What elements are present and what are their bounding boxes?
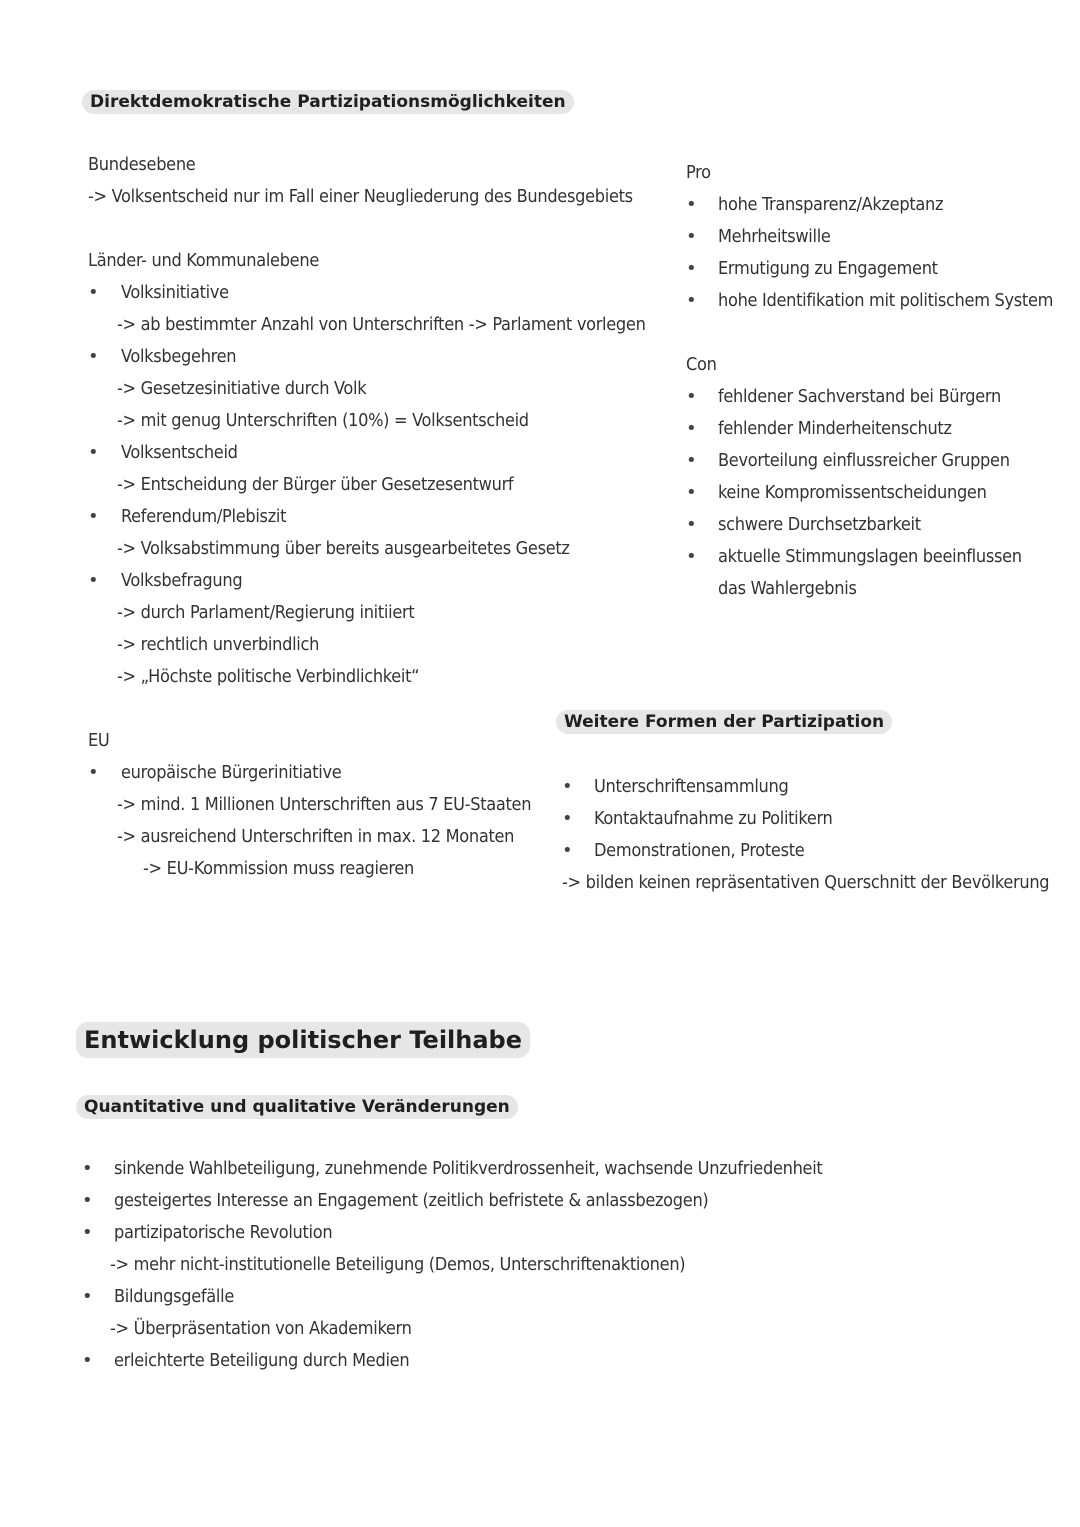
bullet-icon: • (686, 226, 697, 247)
section-heading-entwicklung: Entwicklung politischer Teilhabe (76, 1022, 530, 1058)
bullet-icon: • (562, 808, 573, 829)
bullet-icon: • (88, 570, 99, 591)
con-item: schwere Durchsetzbarkeit (718, 514, 921, 535)
bullet-icon: • (88, 442, 99, 463)
bullet-icon: • (562, 776, 573, 797)
entwicklung-item-sub: -> mehr nicht-institutionelle Beteiligung (Demos, Unterschriftenaktionen) (110, 1254, 686, 1275)
entwicklung-item: erleichterte Beteiligung durch Medien (114, 1350, 410, 1371)
bund-line: -> Volksentscheid nur im Fall einer Neugliederung des Bundesgebiets (88, 186, 633, 207)
laender-item-label: Volksinitiative (121, 282, 229, 303)
weitere-item: Unterschriftensammlung (594, 776, 789, 797)
laender-item-sub: -> mit genug Unterschriften (10%) = Volksentscheid (117, 410, 529, 431)
bullet-icon: • (82, 1190, 93, 1211)
entwicklung-item: sinkende Wahlbeteiligung, zunehmende Politikverdrossenheit, wachsende Unzufriedenheit (114, 1158, 823, 1179)
pro-item: hohe Identifikation mit politischem System (718, 290, 1054, 311)
section-heading-weitere: Weitere Formen der Partizipation (556, 710, 892, 734)
con-item: aktuelle Stimmungslagen beeinflussen (718, 546, 1022, 567)
bullet-icon: • (686, 418, 697, 439)
pro-item: hohe Transparenz/Akzeptanz (718, 194, 944, 215)
laender-item-sub: -> „Höchste politische Verbindlichkeit“ (117, 666, 420, 687)
bund-title: Bundesebene (88, 154, 196, 175)
eu-item-label: europäische Bürgerinitiative (121, 762, 342, 783)
laender-item-label: Volksbegehren (121, 346, 237, 367)
bullet-icon: • (88, 346, 99, 367)
bullet-icon: • (88, 282, 99, 303)
eu-item-sub: -> mind. 1 Millionen Unterschriften aus 7 EU-Staaten (117, 794, 532, 815)
eu-title: EU (88, 730, 110, 751)
bullet-icon: • (686, 546, 697, 567)
entwicklung-item: gesteigertes Interesse an Engagement (zeitlich befristete & anlassbezogen) (114, 1190, 709, 1211)
laender-title: Länder- und Kommunalebene (88, 250, 319, 271)
bullet-icon: • (88, 762, 99, 783)
con-item: fehldener Sachverstand bei Bürgern (718, 386, 1001, 407)
bullet-icon: • (686, 386, 697, 407)
entwicklung-item: partizipatorische Revolution (114, 1222, 333, 1243)
con-item: Bevorteilung einflussreicher Gruppen (718, 450, 1010, 471)
laender-item-label: Referendum/Plebiszit (121, 506, 287, 527)
laender-item-sub: -> Entscheidung der Bürger über Gesetzesentwurf (117, 474, 514, 495)
laender-item-sub: -> rechtlich unverbindlich (117, 634, 320, 655)
bullet-icon: • (686, 290, 697, 311)
con-item: fehlender Minderheitenschutz (718, 418, 952, 439)
entwicklung-item-sub: -> Überpräsentation von Akademikern (110, 1318, 412, 1339)
bullet-icon: • (88, 506, 99, 527)
eu-item-sub: -> EU-Kommission muss reagieren (143, 858, 415, 879)
con-item: keine Kompromissentscheidungen (718, 482, 987, 503)
weitere-conclusion: -> bilden keinen repräsentativen Querschnitt der Bevölkerung (562, 872, 1050, 893)
bullet-icon: • (82, 1350, 93, 1371)
bullet-icon: • (562, 840, 573, 861)
bullet-icon: • (82, 1158, 93, 1179)
weitere-item: Kontaktaufnahme zu Politikern (594, 808, 833, 829)
laender-item-label: Volksentscheid (121, 442, 238, 463)
bullet-icon: • (686, 482, 697, 503)
con-title: Con (686, 354, 717, 375)
eu-item-sub: -> ausreichend Unterschriften in max. 12 Monaten (117, 826, 515, 847)
bullet-icon: • (82, 1222, 93, 1243)
laender-item-sub: -> ab bestimmter Anzahl von Unterschriften -> Parlament vorlegen (117, 314, 646, 335)
weitere-item: Demonstrationen, Proteste (594, 840, 805, 861)
subsection-heading-veraenderungen: Quantitative und qualitative Veränderungen (76, 1095, 518, 1119)
con-item-cont: das Wahlergebnis (718, 578, 857, 599)
bullet-icon: • (686, 194, 697, 215)
laender-item-sub: -> durch Parlament/Regierung initiiert (117, 602, 415, 623)
bullet-icon: • (82, 1286, 93, 1307)
pro-title: Pro (686, 162, 711, 183)
bullet-icon: • (686, 258, 697, 279)
bullet-icon: • (686, 514, 697, 535)
pro-item: Mehrheitswille (718, 226, 831, 247)
section-heading-direkt: Direktdemokratische Partizipationsmöglichkeiten (82, 90, 574, 114)
laender-item-label: Volksbefragung (121, 570, 243, 591)
laender-item-sub: -> Volksabstimmung über bereits ausgearbeitetes Gesetz (117, 538, 570, 559)
bullet-icon: • (686, 450, 697, 471)
laender-item-sub: -> Gesetzesinitiative durch Volk (117, 378, 367, 399)
pro-item: Ermutigung zu Engagement (718, 258, 938, 279)
entwicklung-item: Bildungsgefälle (114, 1286, 234, 1307)
